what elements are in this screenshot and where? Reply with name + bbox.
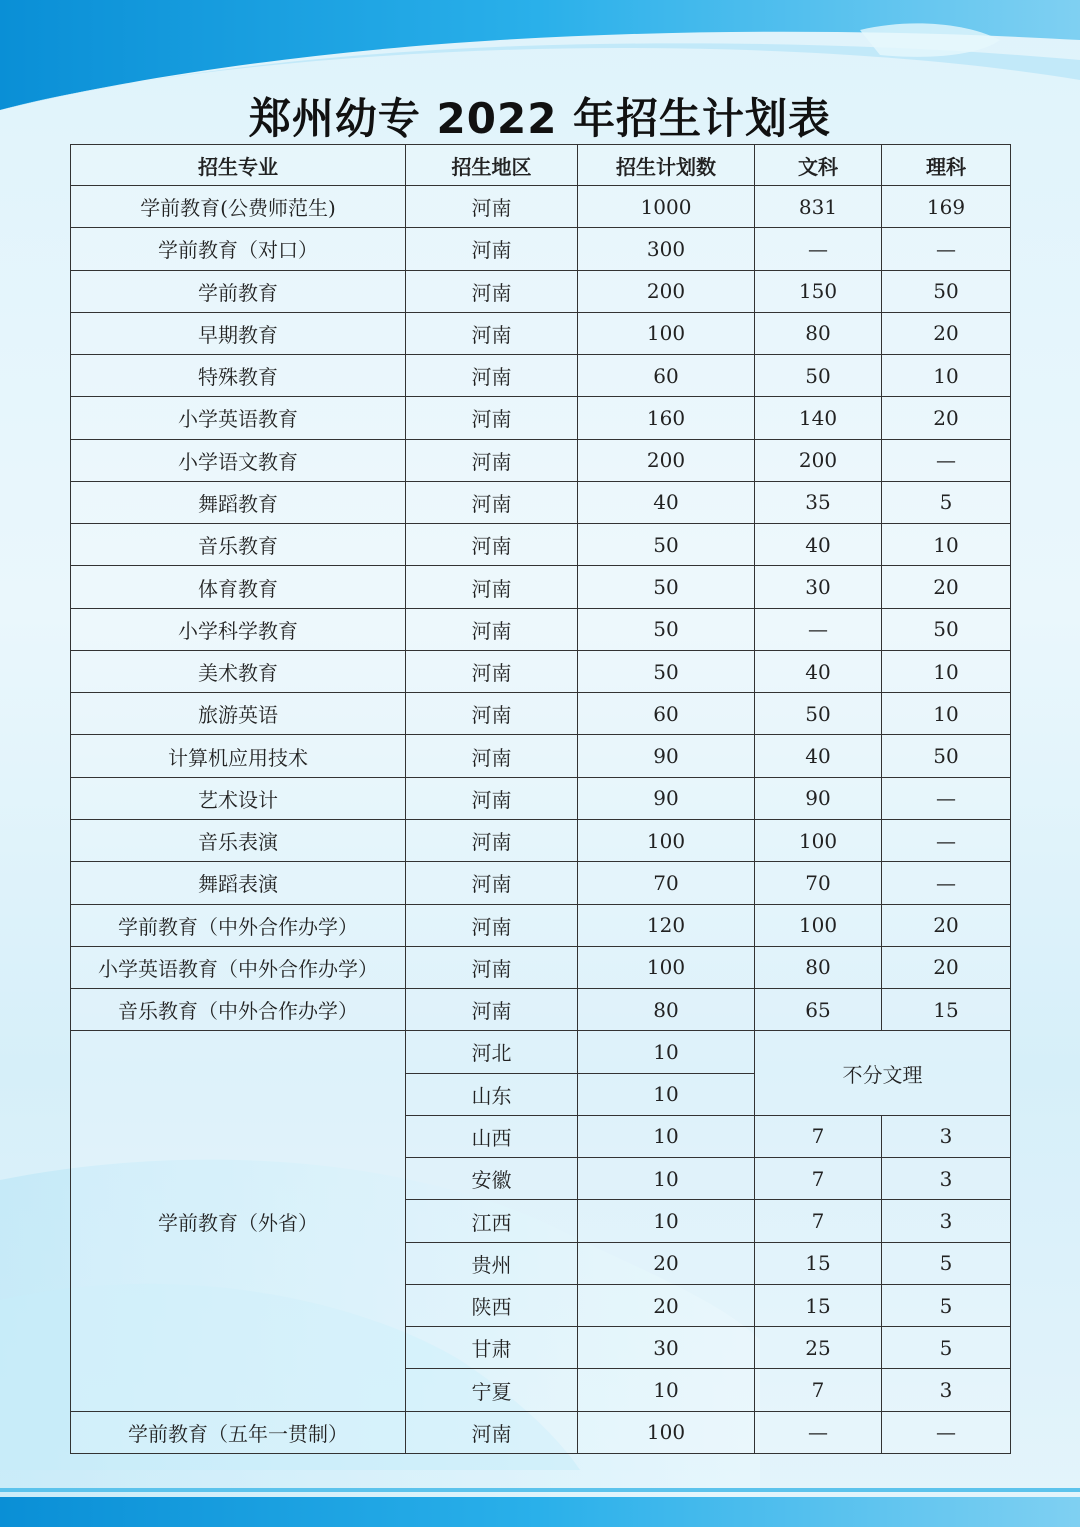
science-cell: — bbox=[882, 1411, 1011, 1453]
plan-count-cell: 60 bbox=[578, 693, 755, 735]
table-row bbox=[71, 735, 1011, 777]
science-cell: 10 bbox=[882, 693, 1011, 735]
region-cell: 河南 bbox=[406, 608, 578, 650]
science-cell: 20 bbox=[882, 566, 1011, 608]
region-cell: 江西 bbox=[406, 1200, 578, 1242]
major-cell: 舞蹈教育 bbox=[71, 481, 406, 523]
plan-count-cell: 10 bbox=[578, 1031, 755, 1073]
liberal-arts-cell: 15 bbox=[755, 1284, 882, 1326]
science-cell: 3 bbox=[882, 1115, 1011, 1157]
liberal-arts-cell: — bbox=[755, 1411, 882, 1453]
liberal-arts-cell: 15 bbox=[755, 1242, 882, 1284]
region-cell: 河南 bbox=[406, 312, 578, 354]
table-row bbox=[71, 693, 1011, 735]
science-cell: 3 bbox=[882, 1158, 1011, 1200]
science-cell: — bbox=[882, 228, 1011, 270]
plan-count-cell: 100 bbox=[578, 946, 755, 988]
table-row bbox=[71, 904, 1011, 946]
plan-count-cell: 10 bbox=[578, 1200, 755, 1242]
science-cell: 10 bbox=[882, 650, 1011, 692]
region-cell: 河南 bbox=[406, 270, 578, 312]
table-row bbox=[71, 186, 1011, 228]
plan-count-cell: 100 bbox=[578, 312, 755, 354]
table-row bbox=[71, 819, 1011, 861]
plan-count-cell: 10 bbox=[578, 1115, 755, 1157]
page-title: 郑州幼专 2022 年招生计划表 bbox=[248, 94, 832, 143]
plan-count-cell: 300 bbox=[578, 228, 755, 270]
table-row bbox=[71, 777, 1011, 819]
region-cell: 山东 bbox=[406, 1073, 578, 1115]
major-cell: 小学英语教育 bbox=[71, 397, 406, 439]
science-cell: — bbox=[882, 819, 1011, 861]
region-cell: 河南 bbox=[406, 524, 578, 566]
liberal-arts-cell: 50 bbox=[755, 355, 882, 397]
major-cell: 小学英语教育（中外合作办学） bbox=[71, 946, 406, 988]
table-row bbox=[71, 270, 1011, 312]
plan-count-cell: 20 bbox=[578, 1242, 755, 1284]
region-cell: 河南 bbox=[406, 777, 578, 819]
liberal-arts-cell: 7 bbox=[755, 1158, 882, 1200]
region-cell: 河南 bbox=[406, 397, 578, 439]
region-cell: 河南 bbox=[406, 819, 578, 861]
region-cell: 河南 bbox=[406, 355, 578, 397]
science-cell: 15 bbox=[882, 989, 1011, 1031]
plan-count-cell: 10 bbox=[578, 1158, 755, 1200]
major-cell: 学前教育（五年一贯制） bbox=[71, 1411, 406, 1453]
region-cell: 河南 bbox=[406, 904, 578, 946]
region-cell: 河南 bbox=[406, 481, 578, 523]
liberal-arts-cell: 40 bbox=[755, 524, 882, 566]
region-cell: 河南 bbox=[406, 693, 578, 735]
table-row bbox=[71, 355, 1011, 397]
major-cell: 学前教育（中外合作办学） bbox=[71, 904, 406, 946]
plan-count-cell: 200 bbox=[578, 270, 755, 312]
table-row bbox=[71, 989, 1011, 1031]
science-cell: 20 bbox=[882, 397, 1011, 439]
science-cell: 5 bbox=[882, 1327, 1011, 1369]
region-cell: 河南 bbox=[406, 862, 578, 904]
plan-count-cell: 10 bbox=[578, 1073, 755, 1115]
liberal-arts-cell: 100 bbox=[755, 904, 882, 946]
major-cell: 舞蹈表演 bbox=[71, 862, 406, 904]
liberal-arts-cell: 30 bbox=[755, 566, 882, 608]
liberal-arts-cell: 140 bbox=[755, 397, 882, 439]
major-cell: 小学科学教育 bbox=[71, 608, 406, 650]
plan-count-cell: 10 bbox=[578, 1369, 755, 1411]
region-cell: 河南 bbox=[406, 186, 578, 228]
plan-count-cell: 120 bbox=[578, 904, 755, 946]
science-cell: 20 bbox=[882, 946, 1011, 988]
table-header-row bbox=[71, 145, 1011, 186]
plan-count-cell: 40 bbox=[578, 481, 755, 523]
table-row bbox=[71, 566, 1011, 608]
enrollment-plan-table bbox=[70, 144, 1011, 1454]
region-cell: 河南 bbox=[406, 1411, 578, 1453]
region-cell: 河南 bbox=[406, 650, 578, 692]
table-row bbox=[71, 608, 1011, 650]
region-cell: 河南 bbox=[406, 228, 578, 270]
liberal-arts-cell: 50 bbox=[755, 693, 882, 735]
region-cell: 河南 bbox=[406, 735, 578, 777]
liberal-arts-cell: 200 bbox=[755, 439, 882, 481]
science-cell: 10 bbox=[882, 524, 1011, 566]
plan-count-cell: 1000 bbox=[578, 186, 755, 228]
liberal-arts-cell: 80 bbox=[755, 312, 882, 354]
table-row bbox=[71, 862, 1011, 904]
liberal-arts-cell: — bbox=[755, 608, 882, 650]
major-cell: 学前教育（对口） bbox=[71, 228, 406, 270]
science-cell: 20 bbox=[882, 312, 1011, 354]
table-row bbox=[71, 481, 1011, 523]
science-cell: — bbox=[882, 862, 1011, 904]
plan-count-cell: 50 bbox=[578, 524, 755, 566]
science-cell: 20 bbox=[882, 904, 1011, 946]
plan-count-cell: 60 bbox=[578, 355, 755, 397]
major-cell: 音乐表演 bbox=[71, 819, 406, 861]
liberal-arts-cell: 7 bbox=[755, 1369, 882, 1411]
liberal-arts-cell: 25 bbox=[755, 1327, 882, 1369]
major-cell: 音乐教育（中外合作办学） bbox=[71, 989, 406, 1031]
liberal-arts-cell: 7 bbox=[755, 1200, 882, 1242]
header-region: 招生地区 bbox=[406, 145, 578, 186]
major-cell: 小学语文教育 bbox=[71, 439, 406, 481]
major-cell: 艺术设计 bbox=[71, 777, 406, 819]
major-cell: 计算机应用技术 bbox=[71, 735, 406, 777]
liberal-arts-cell: 70 bbox=[755, 862, 882, 904]
plan-count-cell: 30 bbox=[578, 1327, 755, 1369]
region-cell: 陕西 bbox=[406, 1284, 578, 1326]
major-cell: 学前教育 bbox=[71, 270, 406, 312]
region-cell: 安徽 bbox=[406, 1158, 578, 1200]
major-cell: 早期教育 bbox=[71, 312, 406, 354]
table-row bbox=[71, 228, 1011, 270]
major-cell: 体育教育 bbox=[71, 566, 406, 608]
liberal-arts-cell: 100 bbox=[755, 819, 882, 861]
science-cell: 3 bbox=[882, 1200, 1011, 1242]
liberal-arts-cell: 40 bbox=[755, 650, 882, 692]
major-cell: 学前教育(公费师范生) bbox=[71, 186, 406, 228]
science-cell: 50 bbox=[882, 270, 1011, 312]
plan-count-cell: 100 bbox=[578, 1411, 755, 1453]
table-row bbox=[71, 1411, 1011, 1453]
plan-count-cell: 50 bbox=[578, 608, 755, 650]
header-science: 理科 bbox=[882, 145, 1011, 186]
region-cell: 河南 bbox=[406, 566, 578, 608]
table-row bbox=[71, 397, 1011, 439]
science-cell: 5 bbox=[882, 1242, 1011, 1284]
plan-count-cell: 70 bbox=[578, 862, 755, 904]
region-cell: 贵州 bbox=[406, 1242, 578, 1284]
region-cell: 河南 bbox=[406, 439, 578, 481]
major-cell: 美术教育 bbox=[71, 650, 406, 692]
plan-count-cell: 50 bbox=[578, 566, 755, 608]
major-cell: 旅游英语 bbox=[71, 693, 406, 735]
header-plan-count: 招生计划数 bbox=[578, 145, 755, 186]
plan-count-cell: 90 bbox=[578, 777, 755, 819]
outside-row bbox=[71, 1031, 1011, 1073]
science-cell: 10 bbox=[882, 355, 1011, 397]
region-cell: 河南 bbox=[406, 989, 578, 1031]
science-cell: — bbox=[882, 439, 1011, 481]
major-cell: 音乐教育 bbox=[71, 524, 406, 566]
liberal-arts-cell: 831 bbox=[755, 186, 882, 228]
liberal-arts-cell: — bbox=[755, 228, 882, 270]
region-cell: 甘肃 bbox=[406, 1327, 578, 1369]
science-cell: 50 bbox=[882, 608, 1011, 650]
science-cell: 50 bbox=[882, 735, 1011, 777]
region-cell: 宁夏 bbox=[406, 1369, 578, 1411]
plan-count-cell: 100 bbox=[578, 819, 755, 861]
plan-count-cell: 20 bbox=[578, 1284, 755, 1326]
table-row bbox=[71, 946, 1011, 988]
liberal-arts-cell: 150 bbox=[755, 270, 882, 312]
science-cell: 169 bbox=[882, 186, 1011, 228]
outside-major-cell: 学前教育（外省） bbox=[71, 1031, 406, 1411]
science-cell: 3 bbox=[882, 1369, 1011, 1411]
liberal-arts-cell: 7 bbox=[755, 1115, 882, 1157]
table-row bbox=[71, 524, 1011, 566]
major-cell: 特殊教育 bbox=[71, 355, 406, 397]
plan-count-cell: 200 bbox=[578, 439, 755, 481]
header-liberal-arts: 文科 bbox=[755, 145, 882, 186]
liberal-arts-cell: 90 bbox=[755, 777, 882, 819]
science-cell: 5 bbox=[882, 481, 1011, 523]
liberal-arts-cell: 35 bbox=[755, 481, 882, 523]
region-cell: 河南 bbox=[406, 946, 578, 988]
plan-count-cell: 50 bbox=[578, 650, 755, 692]
region-cell: 河北 bbox=[406, 1031, 578, 1073]
plan-count-cell: 90 bbox=[578, 735, 755, 777]
liberal-arts-cell: 80 bbox=[755, 946, 882, 988]
table-row bbox=[71, 312, 1011, 354]
no-split-label: 不分文理 bbox=[755, 1031, 1011, 1116]
liberal-arts-cell: 65 bbox=[755, 989, 882, 1031]
liberal-arts-cell: 40 bbox=[755, 735, 882, 777]
plan-count-cell: 160 bbox=[578, 397, 755, 439]
plan-count-cell: 80 bbox=[578, 989, 755, 1031]
header-major: 招生专业 bbox=[71, 145, 406, 186]
table-row bbox=[71, 650, 1011, 692]
science-cell: 5 bbox=[882, 1284, 1011, 1326]
science-cell: — bbox=[882, 777, 1011, 819]
table-row bbox=[71, 439, 1011, 481]
region-cell: 山西 bbox=[406, 1115, 578, 1157]
